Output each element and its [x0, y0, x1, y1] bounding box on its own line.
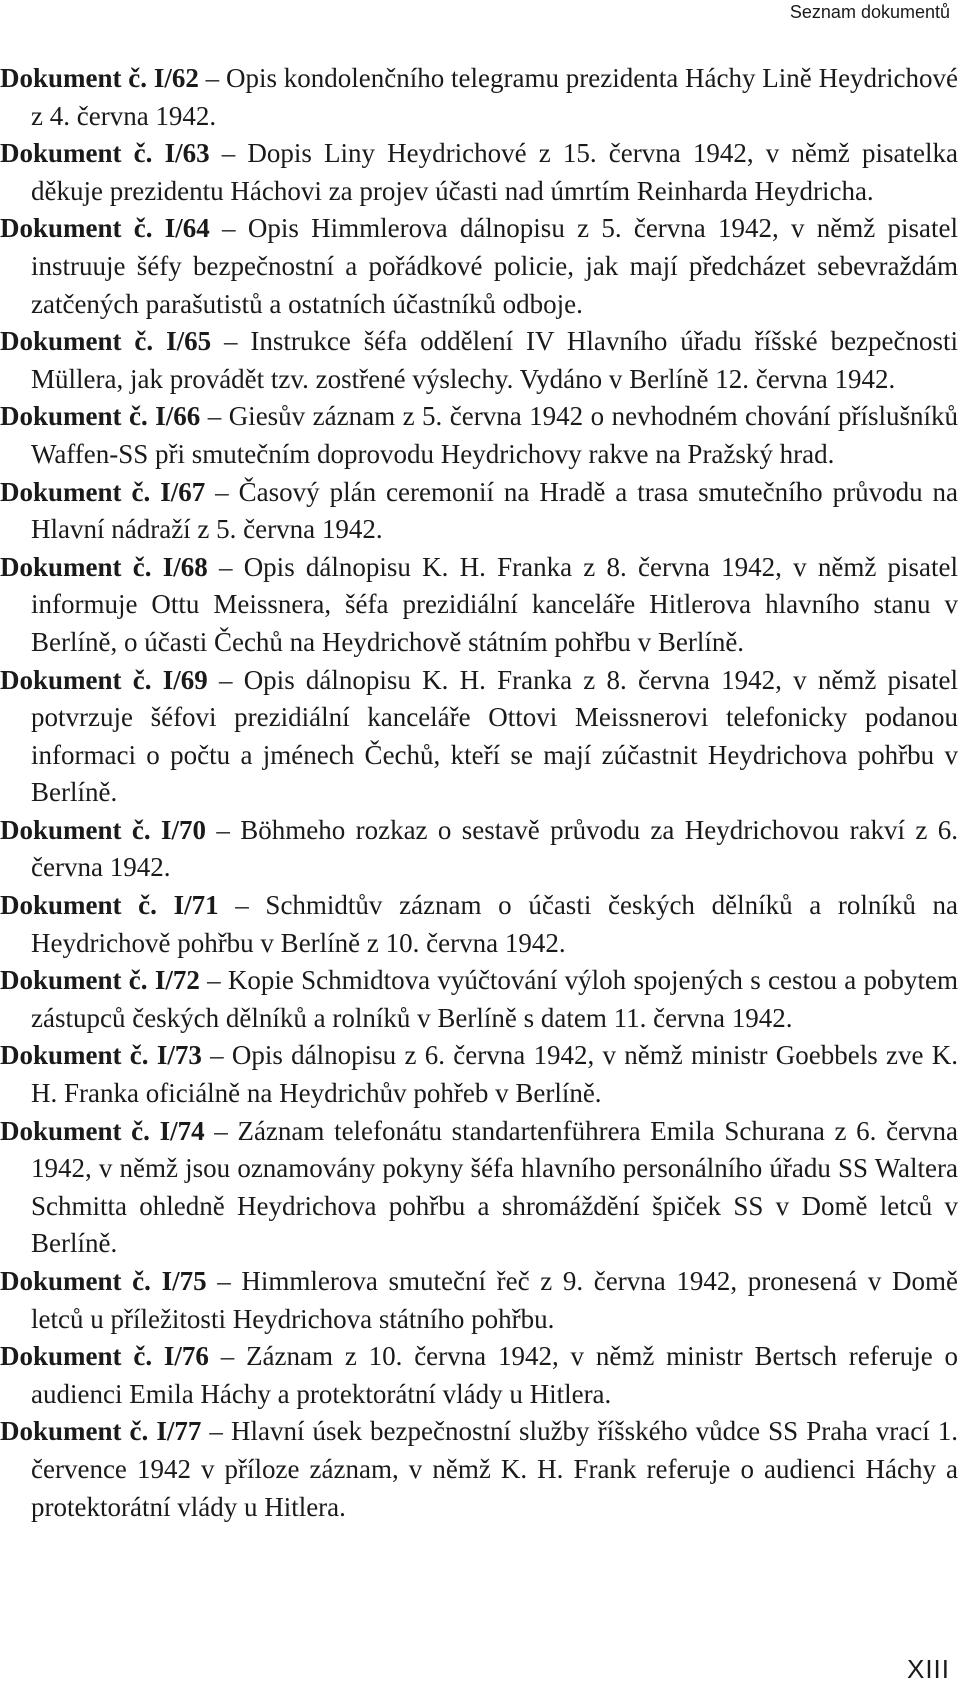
document-description: Opis Himmlerova dálnopisu z 5. června 1942, v němž pisatel instruuje šéfy bezpečnostní a pořádkové policie, jak mají předcházet sebevraždám zatčených parašutistů a ostatních účastníků odboje. [31, 213, 959, 319]
document-entry: Dokument č. I/67 – Časový plán ceremonií na Hradě a trasa smutečního průvodu na Hlavní nádraží z 5. června 1942. [0, 476, 959, 545]
document-description: Böhmeho rozkaz o sestavě průvodu za Heydrichovou rakví z 6. června 1942. [31, 814, 959, 883]
document-label-prefix: Dokument č. [0, 326, 154, 357]
document-description: Schmidtův záznam o účasti českých dělníků a rolníků na Heydrichově pohřbu v Berlíně z 10. června 1942. [31, 890, 959, 958]
document-number: I/67 [160, 476, 206, 507]
document-label [0, 401, 200, 431]
document-label-prefix: Dokument č. [0, 1040, 149, 1071]
document-description: Opis dálnopisu K. H. Franka z 8. června 1942, v němž pisatel informuje Ottu Meissnera, šéfa prezidiální kanceláře Hitlerova hlavního stanu v Berlíně, o účasti Čechů na Heydrichově státním pohřbu v Berlíně. [31, 551, 959, 657]
document-entry: Dokument č. I/66 – Giesův záznam z 5. června 1942 o nevhodném chování příslušníků Waffen-SS při smutečním doprovodu Heydrichovy rakve na Pražský hrad. [0, 401, 959, 469]
document-description: Kopie Schmidtova vyúčtování výloh spojených s cestou a pobytem zástupců českých dělníků a rolníků v Berlíně s datem 11. června 1942. [31, 965, 958, 1033]
document-number: I/71 [173, 890, 219, 921]
document-number: I/62 [153, 63, 199, 93]
document-label [0, 965, 200, 995]
document-number: I/77 [156, 1416, 202, 1447]
document-number: I/64 [164, 213, 210, 244]
document-entry: Dokument č. I/65 – Instrukce šéfa oddělení IV Hlavního úřadu říšské bezpečnosti Müllera, jak provádět tzv. zostřené výslechy. Vydáno v Berlíně 12. června 1942. [0, 326, 959, 394]
document-label-prefix: Dokument č. [0, 1115, 150, 1146]
document-label-prefix: Dokument č. [0, 476, 151, 507]
document-label [0, 1266, 207, 1296]
document-description: Časový plán ceremonií na Hradě a trasa smutečního průvodu na Hlavní nádraží z 5. června 1942. [31, 476, 959, 545]
document-label [0, 63, 199, 93]
document-label-prefix: Dokument č. [0, 551, 152, 582]
document-number: I/69 [162, 664, 208, 695]
document-label [0, 477, 205, 507]
document-description: Záznam telefonátu standartenführera Emila Schurana z 6. června 1942, v němž jsou oznamovány pokyny šéfa hlavního personálního úřadu SS Waltera Schmitta ohledně Heydrichova pohřbu a shromáždění špiček SS v Domě letců v Berlíně. [31, 1115, 959, 1259]
document-label-prefix: Dokument č. [0, 890, 157, 921]
document-entry: Dokument č. I/74 – Záznam telefonátu standartenführera Emila Schurana z 6. června 1942, v němž jsou oznamovány pokyny šéfa hlavního personálního úřadu SS Waltera Schmitta ohledně Heydrichova pohřbu a shromáždění špiček SS v Domě letců v Berlíně. [0, 1115, 959, 1259]
document-entry: Dokument č. I/70 – Böhmeho rozkaz o sestavě průvodu za Heydrichovou rakví z 6. června 1942. [0, 814, 959, 883]
document-label-prefix: Dokument č. [0, 1266, 151, 1296]
document-number: I/70 [160, 814, 206, 845]
document-entry: Dokument č. I/64 – Opis Himmlerova dálnopisu z 5. června 1942, v němž pisatel instruuje šéfy bezpečnostní a pořádkové policie, jak mají předcházet sebevraždám zatčených parašutistů a ostatních účastníků odboje. [0, 213, 959, 319]
document-label [0, 890, 219, 920]
document-entry: Dokument č. I/73 – Opis dálnopisu z 6. června 1942, v němž ministr Goebbels zve K. H. Franka oficiálně na Heydrichův pohřeb v Berlíně. [0, 1040, 959, 1109]
document-label [0, 1416, 201, 1446]
document-label-prefix: Dokument č. [0, 1341, 153, 1372]
document-number: I/65 [166, 326, 212, 357]
document-label [0, 326, 211, 356]
document-label [0, 138, 210, 168]
document-label-prefix: Dokument č. [0, 814, 151, 845]
document-label [0, 665, 208, 695]
document-list [0, 60, 958, 1526]
document-label-prefix: Dokument č. [0, 63, 148, 93]
document-label [0, 1116, 205, 1146]
document-description: Hlavní úsek bezpečnostní služby říšského vůdce SS Praha vrací 1. července 1942 v příloze záznam, v němž K. H. Frank referuje o audienci Háchy a protektorátní vlády u Hitlera. [31, 1416, 959, 1522]
document-number: I/74 [159, 1115, 205, 1146]
document-label-prefix: Dokument č. [0, 1416, 149, 1447]
document-entry: Dokument č. I/77 – Hlavní úsek bezpečnostní služby říšského vůdce SS Praha vrací 1. července 1942 v příloze záznam, v němž K. H. Frank referuje o audienci Háchy a protektorátní vlády u Hitlera. [0, 1416, 959, 1522]
document-label [0, 815, 206, 845]
document-label-prefix: Dokument č. [0, 213, 153, 244]
document-entry: Dokument č. I/76 – Záznam z 10. června 1942, v němž ministr Bertsch referuje o audienci Emila Háchy a protektorátní vlády u Hitlera. [0, 1341, 959, 1409]
document-label-prefix: Dokument č. [0, 138, 153, 169]
document-description: Opis dálnopisu K. H. Franka z 8. června 1942, v němž pisatel potvrzuje šéfovi prezidiální kanceláře Ottovi Meissnerovi telefonicky podanou informaci o počtu a jménech Čechů, kteří se mají zúčastnit Heydrichova pohřbu v Berlíně. [31, 664, 959, 808]
document-number: I/66 [155, 401, 201, 432]
document-number: I/76 [163, 1341, 209, 1372]
document-entry: Dokument č. I/72 – Kopie Schmidtova vyúčtování výloh spojených s cestou a pobytem zástupců českých dělníků a rolníků v Berlíně s datem 11. června 1942. [0, 965, 958, 1033]
page-number: XIII [906, 1654, 950, 1684]
document-description: Instrukce šéfa oddělení IV Hlavního úřadu říšské bezpečnosti Müllera, jak provádět tzv. zostřené výslechy. Vydáno v Berlíně 12. června 1942. [31, 326, 959, 394]
document-entry: Dokument č. I/69 – Opis dálnopisu K. H. Franka z 8. června 1942, v němž pisatel potvrzuje šéfovi prezidiální kanceláře Ottovi Meissnerovi telefonicky podanou informaci o počtu a jménech Čechů, kteří se mají zúčastnit Heydrichova pohřbu v Berlíně. [0, 664, 959, 808]
document-number: I/75 [161, 1266, 207, 1296]
document-label [0, 552, 208, 582]
document-entry: Dokument č. I/68 – Opis dálnopisu K. H. Franka z 8. června 1942, v němž pisatel informuje Ottu Meissnera, šéfa prezidiální kanceláře Hitlerova hlavního stanu v Berlíně, o účasti Čechů na Heydrichově státním pohřbu v Berlíně. [0, 551, 959, 657]
document-label [0, 1040, 202, 1070]
document-entry: Dokument č. I/71 – Schmidtův záznam o účasti českých dělníků a rolníků na Heydrichově pohřbu v Berlíně z 10. června 1942. [0, 890, 959, 958]
document-label-prefix: Dokument č. [0, 401, 148, 432]
document-description: Giesův záznam z 5. června 1942 o nevhodném chování příslušníků Waffen-SS při smutečním doprovodu Heydrichovy rakve na Pražský hrad. [31, 401, 959, 469]
document-number: I/72 [154, 965, 200, 996]
document-entry: Dokument č. I/75 – Himmlerova smuteční řeč z 9. června 1942, pronesená v Domě letců u příležitosti Heydrichova státního pohřbu. [0, 1266, 959, 1334]
document-description: Opis kondolenčního telegramu prezidenta Háchy Lině Heydrichové z 4. června 1942. [31, 63, 959, 131]
document-number: I/68 [162, 551, 208, 582]
document-label [0, 213, 210, 243]
document-description: Opis dálnopisu z 6. června 1942, v němž ministr Goebbels zve K. H. Franka oficiálně na Heydrichův pohřeb v Berlíně. [31, 1040, 959, 1109]
document-description: Záznam z 10. června 1942, v němž ministr Bertsch referuje o audienci Emila Háchy a protektorátní vlády u Hitlera. [31, 1341, 959, 1409]
document-number: I/73 [156, 1040, 202, 1071]
document-number: I/63 [164, 138, 210, 169]
document-description: Dopis Liny Heydrichové z 15. června 1942, v němž pisatelka děkuje prezidentu Háchovi za projev účasti nad úmrtím Reinharda Heydricha. [31, 138, 959, 206]
document-label-prefix: Dokument č. [0, 965, 148, 996]
document-description: Himmlerova smuteční řeč z 9. června 1942, pronesená v Domě letců u příležitosti Heydrichova státního pohřbu. [31, 1266, 959, 1334]
document-entry: Dokument č. I/63 – Dopis Liny Heydrichové z 15. června 1942, v němž pisatelka děkuje prezidentu Háchovi za projev účasti nad úmrtím Reinharda Heydricha. [0, 138, 959, 206]
document-label [0, 1341, 209, 1371]
document-entry: Dokument č. I/62 – Opis kondolenčního telegramu prezidenta Háchy Lině Heydrichové z 4. června 1942. [0, 63, 959, 131]
running-header: Seznam dokumentů [789, 2, 950, 22]
document-label-prefix: Dokument č. [0, 664, 152, 695]
